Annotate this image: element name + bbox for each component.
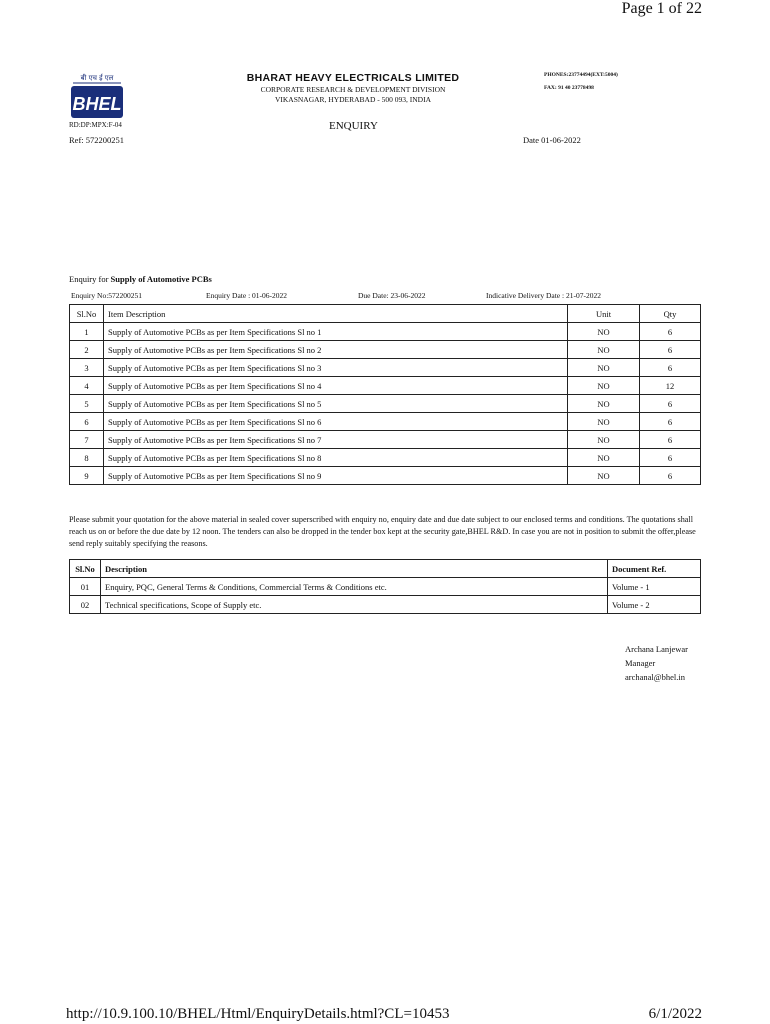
cell-qty: 6	[640, 323, 701, 341]
date-label: Date	[523, 135, 540, 145]
subject-title: Supply of Automotive PCBs	[110, 274, 212, 284]
cell-unit: NO	[568, 431, 640, 449]
table-row	[70, 377, 701, 395]
enquiry-subject	[69, 274, 212, 284]
cell-qty: 6	[640, 431, 701, 449]
cell-sl-no: 3	[70, 359, 104, 377]
cell-unit: NO	[568, 467, 640, 485]
header-document-ref: Document Ref.	[608, 560, 701, 578]
header-item-description: Item Description	[104, 305, 568, 323]
cell-sl-no: 1	[70, 323, 104, 341]
enquiry-number: Enquiry No:572200251	[71, 291, 143, 300]
table-row	[70, 596, 701, 614]
cell-qty: 12	[640, 377, 701, 395]
cell-description: Supply of Automotive PCBs as per Item Specifications Sl no 3	[104, 359, 568, 377]
header-sl-no: Sl.No	[70, 305, 104, 323]
cell-sl-no: 4	[70, 377, 104, 395]
cell-qty: 6	[640, 359, 701, 377]
cell-description: Supply of Automotive PCBs as per Item Specifications Sl no 4	[104, 377, 568, 395]
cell-description: Enquiry, PQC, General Terms & Conditions, Commercial Terms & Conditions etc.	[101, 578, 608, 596]
cell-description: Supply of Automotive PCBs as per Item Specifications Sl no 6	[104, 413, 568, 431]
table-row	[70, 431, 701, 449]
table-row	[70, 578, 701, 596]
cell-unit: NO	[568, 413, 640, 431]
items-table	[69, 304, 701, 485]
cell-qty: 6	[640, 395, 701, 413]
cell-qty: 6	[640, 449, 701, 467]
cell-qty: 6	[640, 467, 701, 485]
cell-sl-no: 7	[70, 431, 104, 449]
company-address: VIKASNAGAR, HYDERABAD - 500 093, INDIA	[274, 95, 432, 104]
cell-sl-no: 01	[70, 578, 101, 596]
cell-qty: 6	[640, 341, 701, 359]
cell-document-ref: Volume - 1	[608, 578, 701, 596]
table-row	[70, 413, 701, 431]
footer-date: 6/1/2022	[648, 1006, 702, 1022]
table-row	[70, 449, 701, 467]
cell-description: Supply of Automotive PCBs as per Item Specifications Sl no 7	[104, 431, 568, 449]
signatory-name: Archana Lanjewar	[625, 644, 689, 654]
cell-description: Supply of Automotive PCBs as per Item Specifications Sl no 1	[104, 323, 568, 341]
subject-prefix: Enquiry for	[69, 274, 109, 284]
table-row	[70, 323, 701, 341]
ref-value: 572200251	[85, 135, 125, 145]
logo-devanagari-text: बी एच ई एल	[80, 74, 114, 82]
header-description: Description	[101, 560, 608, 578]
documents-table-header	[70, 560, 701, 578]
items-table-header	[70, 305, 701, 323]
logo-text: BHEL	[72, 94, 122, 114]
documents-table	[69, 559, 701, 614]
page-number: Page 1 of 22	[621, 0, 702, 17]
header-unit: Unit	[568, 305, 640, 323]
fax-number: FAX: 91 40 23778498	[544, 85, 594, 91]
cell-unit: NO	[568, 395, 640, 413]
cell-qty: 6	[640, 413, 701, 431]
table-row	[70, 359, 701, 377]
table-row	[70, 467, 701, 485]
cell-description: Supply of Automotive PCBs as per Item Specifications Sl no 2	[104, 341, 568, 359]
cell-unit: NO	[568, 341, 640, 359]
cell-document-ref: Volume - 2	[608, 596, 701, 614]
signatory-designation: Manager	[625, 658, 656, 668]
cell-sl-no: 5	[70, 395, 104, 413]
cell-unit: NO	[568, 377, 640, 395]
cell-description: Supply of Automotive PCBs as per Item Specifications Sl no 8	[104, 449, 568, 467]
table-row	[70, 395, 701, 413]
cell-unit: NO	[568, 323, 640, 341]
form-code: RD:DP:MPX:F-04	[69, 121, 122, 129]
date-value: 01-06-2022	[541, 135, 581, 145]
submission-note: Please submit your quotation for the above material in sealed cover superscribed with enquiry no, enquiry date and due date subject to our enclosed terms and conditions. The quotations shall reach us on or before the due date by 12 noon. The tenders can also be dropped in the tender box kept at the security gate,BHEL R&D. In case you are not in position to submit the offer,please send reply suitably specifying the reasons.	[69, 515, 696, 548]
cell-description: Technical specifications, Scope of Supply etc.	[101, 596, 608, 614]
footer-url: http://10.9.100.10/BHEL/Html/EnquiryDetails.html?CL=10453	[66, 1006, 450, 1022]
document-date	[523, 135, 581, 145]
table-row	[70, 341, 701, 359]
cell-sl-no: 2	[70, 341, 104, 359]
document-title: ENQUIRY	[329, 120, 378, 132]
due-date: Due Date: 23-06-2022	[358, 291, 426, 300]
cell-sl-no: 02	[70, 596, 101, 614]
header-sl-no: Sl.No	[70, 560, 101, 578]
cell-unit: NO	[568, 449, 640, 467]
cell-unit: NO	[568, 359, 640, 377]
cell-description: Supply of Automotive PCBs as per Item Specifications Sl no 5	[104, 395, 568, 413]
phone-numbers: PHONES:23774494(EXT:5004)	[544, 72, 618, 78]
bhel-logo	[69, 72, 125, 120]
header-qty: Qty	[640, 305, 701, 323]
delivery-date: Indicative Delivery Date : 21-07-2022	[486, 291, 601, 300]
cell-sl-no: 6	[70, 413, 104, 431]
reference	[69, 135, 124, 145]
cell-sl-no: 9	[70, 467, 104, 485]
cell-sl-no: 8	[70, 449, 104, 467]
company-name: BHARAT HEAVY ELECTRICALS LIMITED	[246, 72, 460, 84]
ref-label: Ref:	[69, 135, 84, 145]
division-name: CORPORATE RESEARCH & DEVELOPMENT DIVISION	[260, 85, 446, 94]
cell-description: Supply of Automotive PCBs as per Item Specifications Sl no 9	[104, 467, 568, 485]
enquiry-date: Enquiry Date : 01-06-2022	[206, 291, 288, 300]
signatory-email: archanal@bhel.in	[625, 672, 685, 682]
